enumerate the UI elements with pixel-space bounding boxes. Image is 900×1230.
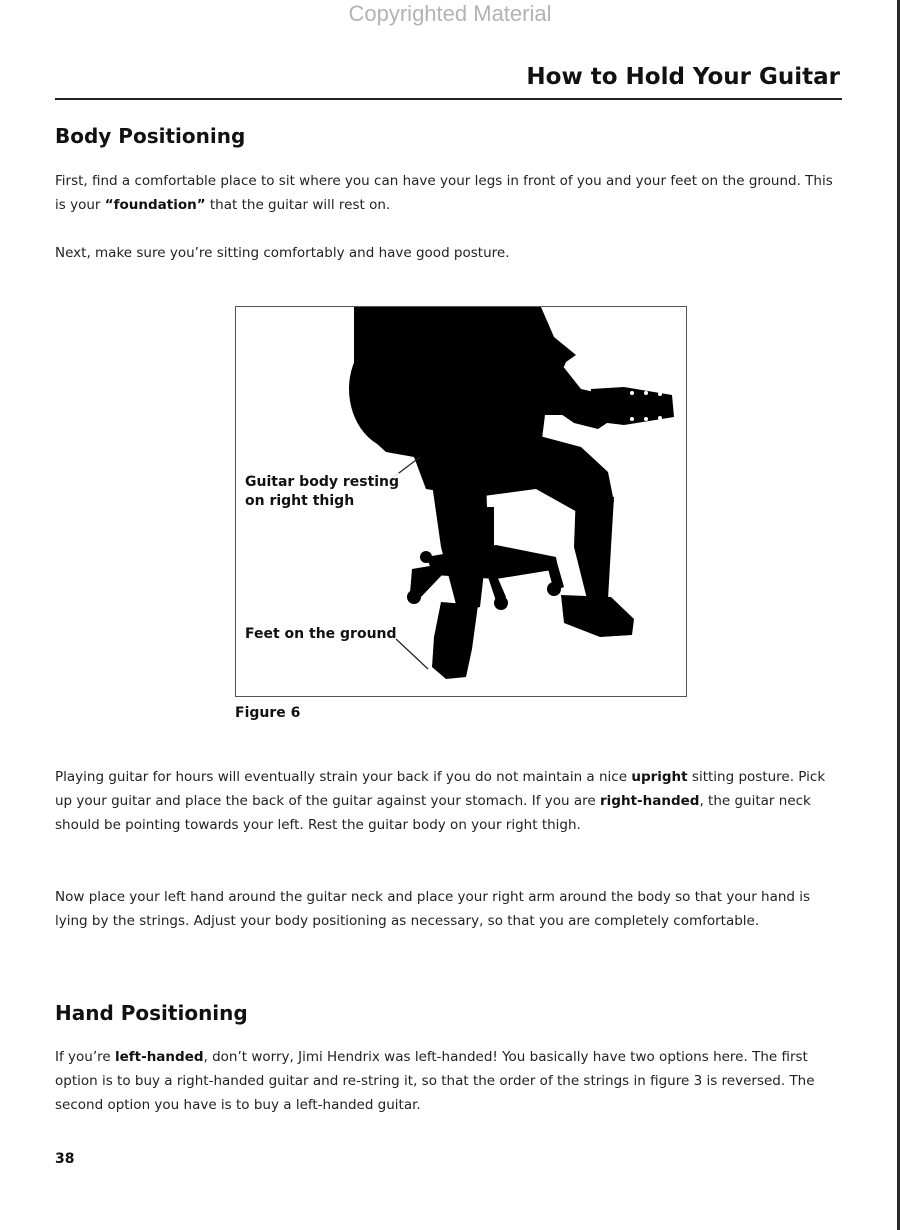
emphasis-foundation: “foundation” — [104, 197, 206, 213]
emphasis-upright: upright — [631, 769, 688, 785]
emphasis-left-handed: left-handed — [114, 1049, 204, 1065]
paragraph-left-handed — [55, 1045, 847, 1117]
paragraph-upright-posture — [55, 765, 840, 837]
paragraph-text: If you’re — [55, 1049, 115, 1065]
figure-caption: Figure 6 — [235, 705, 301, 721]
paragraph-text: that the guitar will rest on. — [205, 197, 391, 213]
paragraph-text: Playing guitar for hours will eventually strain your back if you do not maintain a nice — [55, 769, 632, 785]
page-number: 38 — [55, 1151, 75, 1167]
callout-line: Guitar body resting — [245, 474, 400, 490]
callout-line: on right thigh — [245, 493, 355, 509]
paragraph-text: , the guitar neck should be pointing towards your left. Rest the guitar body on your right thigh. — [55, 793, 811, 833]
figure-6-illustration — [235, 306, 687, 697]
section-heading-body-positioning: Body Positioning — [55, 124, 246, 148]
paragraph-text: First, find a comfortable place to sit where you can have your legs in front of you and your feet on the ground. This is your — [55, 173, 833, 213]
paragraph-text: sitting posture. Pick up your guitar and place the back of the guitar against your stomach. If you are — [55, 769, 826, 809]
copyright-watermark: Copyrighted Material — [348, 1, 552, 26]
callout-feet-on-ground: Feet on the ground — [245, 626, 397, 642]
paragraph-text: , don’t worry, Jimi Hendrix was left-handed! You basically have two options here. The first option is to buy a right-handed guitar and re-string it, so that the order of the strings in figure 3 is reversed. The second option you have is to buy a left-handed guitar. — [55, 1049, 815, 1113]
paragraph-hand-placement: Now place your left hand around the guitar neck and place your right arm around the body so that your hand is lying by the strings. Adjust your body positioning as necessary, so that you are completely comfortable. — [55, 889, 811, 929]
section-heading-hand-positioning: Hand Positioning — [55, 1001, 248, 1025]
paragraph-foundation — [55, 169, 840, 217]
header-divider — [55, 98, 842, 100]
callout-guitar-body — [245, 473, 399, 511]
paragraph-posture: Next, make sure you’re sitting comfortably and have good posture. — [55, 245, 510, 261]
emphasis-right-handed: right-handed — [600, 793, 700, 809]
page-header-title: How to Hold Your Guitar — [526, 64, 840, 90]
